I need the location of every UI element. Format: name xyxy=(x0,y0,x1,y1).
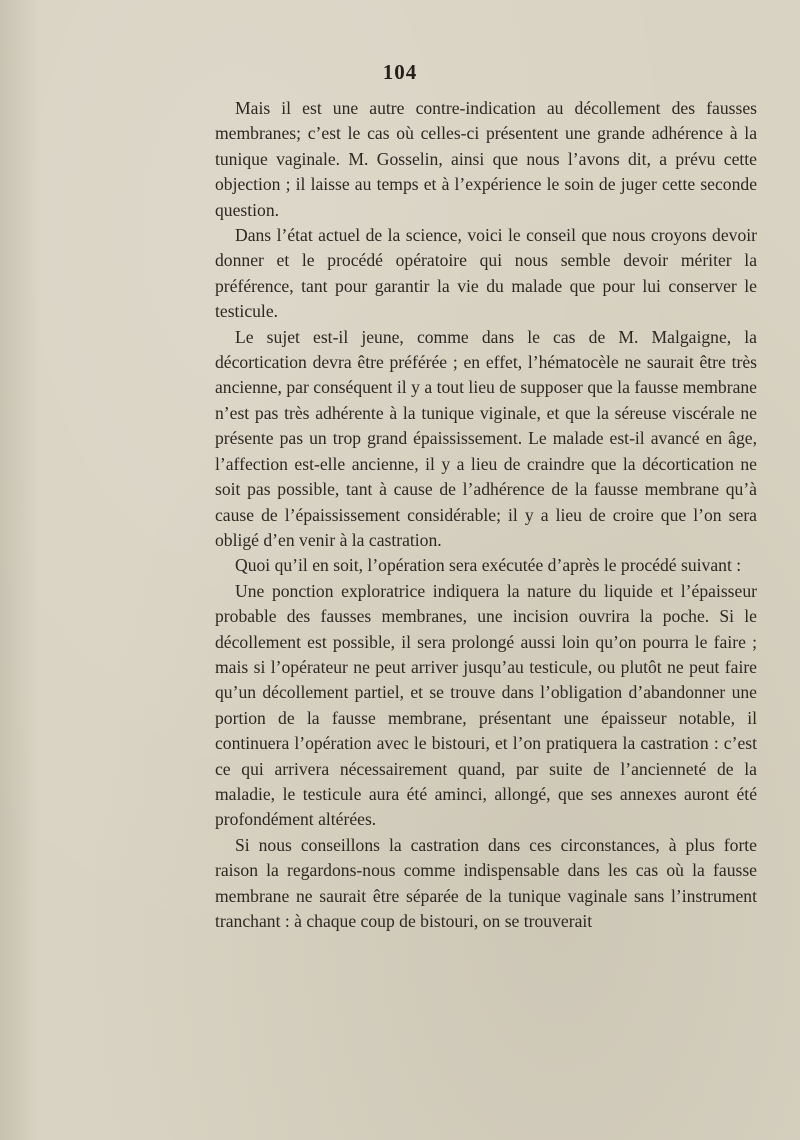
body-text xyxy=(215,96,757,934)
paragraph-3: Le sujet est-il jeune, comme dans le cas de M. Malgaigne, la décortication devra être préférée ; en effet, l’hématocèle ne saurait être très ancienne, par conséquent il y a tout lieu de supposer que la fausse membrane n’est pas très adhérente à la tunique viginale, et que la séreuse viscérale ne présente pas un trop grand épaississement. Le malade est-il avancé en âge, l’affection est-elle ancienne, il y a lieu de craindre que la décortication ne soit pas possible, tant à cause de l’adhérence de la fausse membrane qu’à cause de l’épaississement considérable; il y a lieu de croire que l’on sera obligé d’en venir à la castration. xyxy=(215,326,757,550)
paragraph-4: Quoi qu’il en soit, l’opération sera exécutée d’après le procédé suivant : xyxy=(235,555,742,576)
paragraph-6: Si nous conseillons la castration dans ces circonstances, à plus forte raison la regardons-nous comme indispensable dans les cas où la fausse membrane ne saurait être séparée de la tunique vaginale sans l’instrument tranchant : à chaque coup de bistouri, on se trouverait xyxy=(215,834,757,931)
paragraph-5: Une ponction exploratrice indiquera la nature du liquide et l’épaisseur probable des fausses membranes, une incision ouvrira la poche. Si le décollement est possible, il sera prolongé aussi loin qu’on pourra le faire ; mais si l’opérateur ne peut arriver jusqu’au testicule, ou plutôt ne peut faire qu’un décollement partiel, et se trouve dans l’obligation d’abandonner une portion de la fausse membrane, présentant une épaisseur notable, il continuera l’opération avec le bistouri, et l’on pratiquera la castration : c’est ce qui arrivera nécessairement quand, par suite de l’ancienneté de la maladie, le testicule aura été aminci, allongé, que ses annexes auront été profondément altérées. xyxy=(215,580,757,830)
page-number: 104 xyxy=(382,60,418,84)
paragraph-1: Mais il est une autre contre-indication au décollement des fausses membranes; c’est le cas où celles-ci présentent une grande adhérence à la tunique vaginale. M. Gosselin, ainsi que nous l’avons dit, a prévu cette objection ; il laisse au temps et à l’expérience le soin de juger cette seconde question. xyxy=(215,98,757,220)
page-gutter-shadow xyxy=(0,0,40,1140)
paragraph-2: Dans l’état actuel de la science, voici le conseil que nous croyons devoir donner et le procédé opératoire qui nous semble devoir mériter la préférence, tant pour garantir la vie du malade que pour lui conserver le testicule. xyxy=(215,225,757,322)
